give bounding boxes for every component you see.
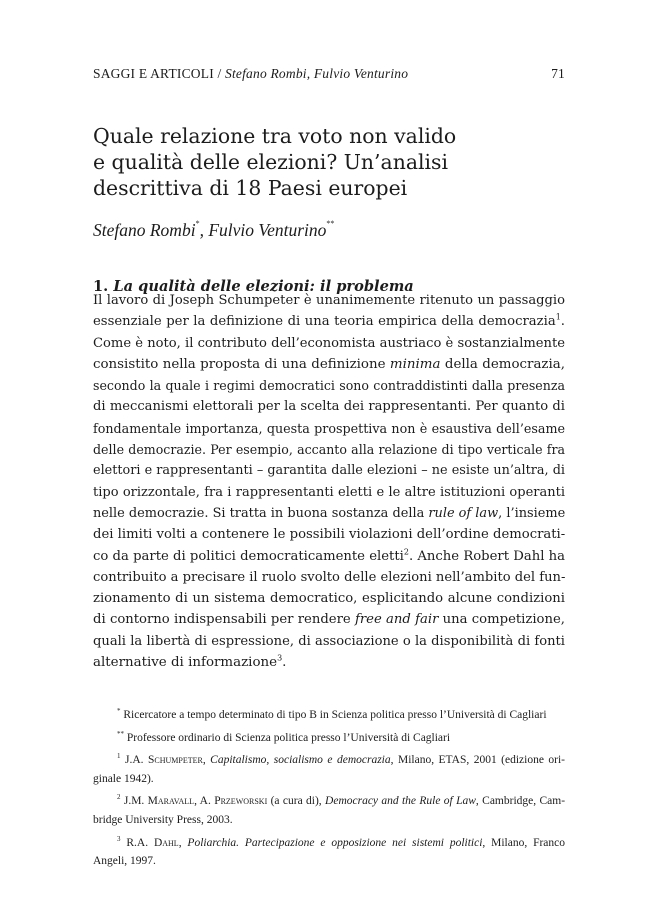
footnote-text: Professore ordinario di Scienza politica presso l’Università di Cagliari <box>124 731 451 744</box>
text-run: . <box>282 655 287 671</box>
body-line: secondo la quale i regimi democratici sono contraddistinti dalla presenza <box>93 378 565 394</box>
footnote-author-surname: Schumpeter <box>147 754 203 767</box>
footnote-work-title: Democracy and the Rule of Law <box>325 795 476 808</box>
footnote-author-surname: Dahl <box>153 836 179 849</box>
article-title <box>93 123 563 201</box>
footnote-ref: 3 <box>277 653 283 663</box>
text-run: , <box>178 836 188 849</box>
article-authors <box>93 220 334 241</box>
text-run: della democrazia, <box>440 356 566 372</box>
emphasis: rule of law <box>428 505 499 521</box>
footnote-work-title: Poliarchia. Partecipazione e opposizione nei sistemi politici <box>187 836 483 849</box>
text-run: , Milano, Franco <box>482 836 566 849</box>
footnote-mark: * <box>117 707 121 716</box>
text-run: consistito nella proposta di una definizione <box>93 356 390 372</box>
footnote-mark: 2 <box>117 793 121 802</box>
body-line: dei limiti volti a contenere le possibili violazioni dell’ordine democrati- <box>93 527 566 543</box>
body-line <box>93 354 565 375</box>
title-line: descrittiva di 18 Paesi europei <box>93 176 408 200</box>
footnote-author: R.A. <box>126 836 154 849</box>
body-paragraph <box>93 290 565 673</box>
text-run: di contorno indispensabili per rendere <box>93 612 355 628</box>
author-footnote-mark: * <box>195 219 200 228</box>
body-line <box>93 311 565 332</box>
footnote-mark: 3 <box>117 834 121 843</box>
body-line: Il lavoro di Joseph Schumpeter è unanimemente ritenuto un passaggio <box>93 293 565 308</box>
footnote-work-title: Capitalismo, socialismo e democrazia <box>210 754 391 767</box>
footnote-ref: 2 <box>403 547 409 557</box>
footnote <box>93 706 565 725</box>
page-number: 71 <box>551 66 565 81</box>
body-line: Come è noto, il contributo dell’economista austriaco è sostanzialmente <box>93 335 565 351</box>
body-line <box>93 609 565 630</box>
body-line: elettori e rappresentanti – garantita dalle elezioni – ne esiste un’altra, di <box>93 463 565 479</box>
emphasis: free and fair <box>354 612 439 628</box>
running-head-left <box>93 66 408 82</box>
author-separator: , <box>199 220 209 240</box>
text-run: nelle democrazie. Si tratta in buona sostanza della <box>93 505 429 521</box>
footnote-line <box>93 751 565 770</box>
author-footnote-mark: ** <box>326 219 335 228</box>
text-run: . <box>560 314 565 330</box>
footnote-line <box>93 706 565 725</box>
text-run: , <box>202 754 211 767</box>
footnote <box>93 834 565 871</box>
footnote-ref: 1 <box>555 312 561 322</box>
body-line: delle democrazie. Per esempio, accanto alla relazione di tipo verticale fra <box>93 442 565 458</box>
footnote-author-surname: Maravall <box>147 795 195 808</box>
text-run: essenziale per la definizione di una teoria empirica della democrazia <box>93 314 556 330</box>
footnote-line: Angeli, 1997. <box>93 855 156 868</box>
text-run: alternative di informazione <box>93 655 278 671</box>
footnotes <box>93 706 565 875</box>
footnote-line: ginale 1942). <box>93 772 154 785</box>
body-line <box>93 546 565 567</box>
footnote-mark: ** <box>117 729 124 738</box>
footnote <box>93 751 565 788</box>
footnote-line <box>93 834 565 853</box>
section-title: La qualità delle elezioni: il problema <box>113 278 414 296</box>
text-run: (a cura di), <box>267 795 326 808</box>
footnote-author: J.M. <box>123 795 148 808</box>
body-line: di meccanismi elettorali per la scelta dei rappresentanti. Per quanto di <box>93 399 565 415</box>
footnote-line <box>93 729 565 748</box>
footnote <box>93 729 565 748</box>
footnote-author: , A. <box>194 795 215 808</box>
text-run: , l’insieme <box>498 505 566 521</box>
title-line: e qualità delle elezioni? Un’analisi <box>93 150 449 174</box>
footnote-author: J.A. <box>124 754 148 767</box>
running-head-authors: Stefano Rombi, Fulvio Venturino <box>225 66 409 81</box>
body-line: contribuito a precisare il ruolo svolto delle elezioni nell’ambito del fun- <box>93 569 566 585</box>
text-run: co da parte di politici democraticamente eletti <box>93 548 404 564</box>
text-run: . Anche Robert Dahl ha <box>408 548 565 564</box>
footnote-author-surname: Przeworski <box>214 795 268 808</box>
text-run: una competizione, <box>438 612 565 628</box>
body-line: fondamentale importanza, questa prospettiva non è esaustiva dell’esame <box>93 420 565 436</box>
footnote-mark: 1 <box>117 752 121 761</box>
body-line: quali la libertà di espressione, di associazione o la disponibilità di fonti <box>93 633 565 649</box>
text-run: , Milano, ETAS, 2001 (edizione ori- <box>390 754 566 767</box>
footnote-line: bridge University Press, 2003. <box>93 813 233 826</box>
author-name: Fulvio Venturino <box>208 220 327 240</box>
body-line: zionamento di un sistema democratico, esplicitando alcune condizioni <box>93 591 565 607</box>
body-line <box>93 652 565 673</box>
body-line <box>93 503 565 524</box>
title-line: Quale relazione tra voto non valido <box>93 124 457 148</box>
emphasis: minima <box>389 356 441 372</box>
footnote-text: Ricercatore a tempo determinato di tipo B in Scienza politica presso l’Università di Cagliari <box>120 709 547 721</box>
body-line: tipo orizzontale, fra i rappresentanti eletti e le altre istituzioni operanti <box>93 484 565 500</box>
footnote-line <box>93 792 565 811</box>
author-name: Stefano Rombi <box>93 220 196 240</box>
footnote <box>93 792 565 829</box>
text-run: , Cambridge, Cam- <box>475 795 566 808</box>
running-head-separator: / <box>213 66 225 81</box>
journal-section: SAGGI E ARTICOLI <box>93 66 214 81</box>
section-number: 1. <box>93 278 109 296</box>
